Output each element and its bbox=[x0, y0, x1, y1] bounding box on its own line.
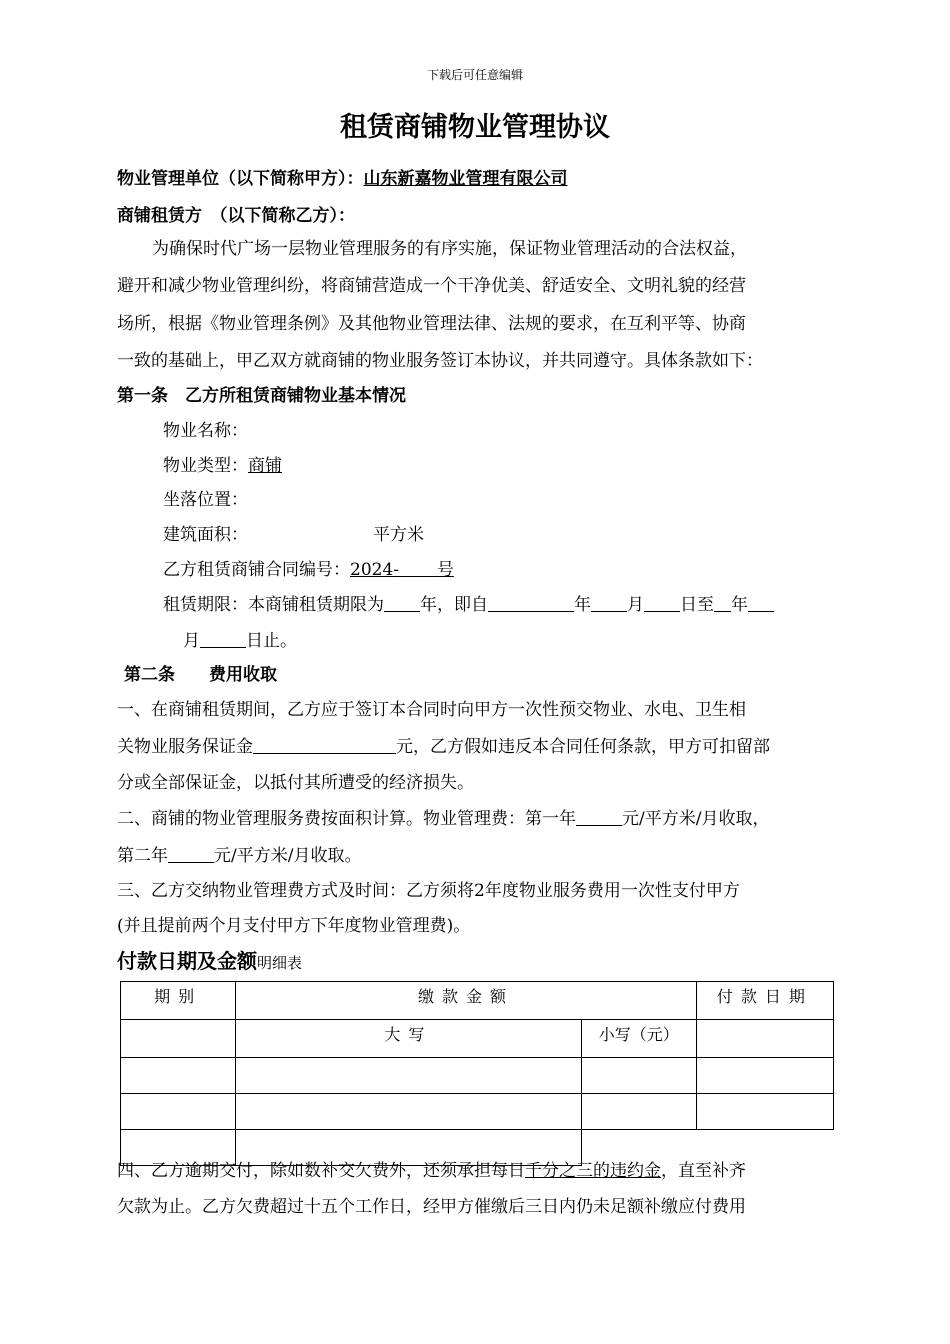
blank-start-year[interactable] bbox=[488, 594, 574, 612]
article-2-p1-line1: 一、在商铺租赁期间，乙方应于签订本合同时向甲方一次性预交物业、水电、卫生相 bbox=[117, 700, 746, 720]
blank-end-year[interactable] bbox=[714, 594, 731, 612]
property-type-value: 商铺 bbox=[248, 456, 282, 476]
article-2-p3-line1: 三、乙方交纳物业管理费方式及时间：乙方须将2年度物业服务费用一次性支付甲方 bbox=[117, 881, 740, 901]
blank-years[interactable] bbox=[384, 594, 420, 612]
location-label: 坐落位置： bbox=[163, 490, 248, 510]
payment-schedule-table bbox=[120, 981, 834, 1166]
blank-fee-year1[interactable] bbox=[576, 808, 622, 826]
table-cell[interactable] bbox=[121, 1020, 236, 1058]
lease-term-d: 日至 bbox=[680, 595, 714, 615]
table-cell[interactable] bbox=[236, 1058, 581, 1094]
blank-deposit[interactable] bbox=[253, 736, 396, 754]
blank-start-day[interactable] bbox=[644, 594, 680, 612]
table-cell[interactable] bbox=[696, 1020, 833, 1058]
intro-line-3: 场所，根据《物业管理条例》及其他物业管理法律、法规的要求，在互利平等、协商 bbox=[117, 314, 746, 334]
table-header-row bbox=[121, 982, 834, 1020]
penalty-rate: 千分之三的违约金 bbox=[525, 1161, 661, 1181]
intro-line-4: 一致的基础上，甲乙双方就商铺的物业服务签订本协议，并共同遵守。具体条款如下： bbox=[117, 351, 763, 371]
fee-year1-unit: 元/平方米/月收取， bbox=[622, 809, 770, 829]
article-2-heading: 第二条 费用收取 bbox=[124, 665, 277, 685]
intro-line-1: 为确保时代广场一层物业管理服务的有序实施，保证物业管理活动的合法权益， bbox=[152, 239, 747, 259]
deposit-label: 关物业服务保证金 bbox=[117, 737, 253, 757]
col-date-header: 付款日期 bbox=[696, 982, 833, 1020]
table-cell[interactable] bbox=[581, 1058, 696, 1094]
contract-number-field bbox=[350, 560, 454, 580]
property-type-line bbox=[163, 451, 282, 476]
schedule-title-main: 付款日期及金额 bbox=[117, 949, 257, 973]
article-2-p2-line2 bbox=[117, 841, 361, 866]
lease-term-y3: 年 bbox=[731, 595, 748, 615]
lease-term-year: 年，即自 bbox=[420, 595, 488, 615]
contract-number-value: 2024- bbox=[350, 560, 400, 580]
document-title: 租赁商铺物业管理协议 bbox=[340, 112, 610, 143]
property-name-label: 物业名称： bbox=[163, 421, 248, 441]
table-cell[interactable] bbox=[696, 1094, 833, 1130]
table-subheader-row bbox=[121, 1020, 834, 1058]
col-lower-header: 小写（元） bbox=[581, 1020, 696, 1058]
article-2-p1-line2 bbox=[117, 732, 770, 757]
contract-number-line bbox=[163, 555, 454, 580]
table-cell[interactable] bbox=[581, 1094, 696, 1130]
article-2-p1-line3: 分或全部保证金，以抵付其所遭受的经济损失。 bbox=[117, 773, 474, 793]
blank-end-year-2[interactable] bbox=[748, 594, 774, 612]
header-note: 下载后可任意编辑 bbox=[426, 68, 523, 82]
party-a-line bbox=[117, 164, 568, 189]
table-row bbox=[121, 1058, 834, 1094]
area-label: 建筑面积： bbox=[163, 525, 248, 545]
blank-end-day[interactable] bbox=[200, 630, 246, 648]
blank-fee-year2[interactable] bbox=[168, 845, 214, 863]
table-cell[interactable] bbox=[236, 1094, 581, 1130]
deposit-rest: 元，乙方假如违反本合同任何条款，甲方可扣留部 bbox=[396, 737, 770, 757]
lease-term-y2: 年 bbox=[574, 595, 591, 615]
p4-line1-a: 四、乙方逾期交付，除如数补交欠费外，还须承担每日 bbox=[117, 1161, 525, 1181]
schedule-title-sub: 明细表 bbox=[257, 954, 303, 972]
lease-term-line bbox=[163, 590, 774, 615]
fee-year1-label: 二、商铺的物业管理服务费按面积计算。物业管理费：第一年 bbox=[117, 809, 576, 829]
property-type-label: 物业类型： bbox=[163, 456, 248, 476]
article-1-heading: 第一条 乙方所租赁商铺物业基本情况 bbox=[117, 386, 406, 406]
blank-start-month[interactable] bbox=[591, 594, 627, 612]
schedule-title bbox=[117, 945, 302, 974]
area-unit: 平方米 bbox=[373, 525, 424, 545]
p4-line1 bbox=[117, 1156, 746, 1181]
col-amount-header: 缴款金额 bbox=[236, 982, 697, 1020]
lease-term-m2: 月 bbox=[183, 631, 200, 651]
party-a-label: 物业管理单位（以下简称甲方）： bbox=[117, 169, 364, 189]
col-upper-header: 大写 bbox=[236, 1020, 581, 1058]
fee-year2-label: 第二年 bbox=[117, 846, 168, 866]
table-cell[interactable] bbox=[121, 1058, 236, 1094]
fee-year2-unit: 元/平方米/月收取。 bbox=[214, 846, 362, 866]
lease-term-end: 日止。 bbox=[246, 631, 297, 651]
p4-line2: 欠款为止。乙方欠费超过十五个工作日，经甲方催缴后三日内仍未足额补缴应付费用 bbox=[117, 1197, 746, 1217]
lease-term-prefix: 租赁期限：本商铺租赁期限为 bbox=[163, 595, 384, 615]
contract-number-suffix: 号 bbox=[436, 560, 454, 580]
table-cell[interactable] bbox=[121, 1094, 236, 1130]
lease-term-line-2 bbox=[183, 626, 297, 651]
table-row bbox=[121, 1094, 834, 1130]
party-a-value: 山东新嘉物业管理有限公司 bbox=[363, 169, 568, 189]
party-b-label: 商铺租赁方 （以下简称乙方）： bbox=[117, 206, 355, 226]
table-cell[interactable] bbox=[696, 1058, 833, 1094]
lease-term-m: 月 bbox=[627, 595, 644, 615]
p4-line1-c: ，直至补齐 bbox=[661, 1161, 746, 1181]
article-2-p3-line2: (并且提前两个月支付甲方下年度物业管理费)。 bbox=[117, 916, 471, 936]
intro-line-2: 避开和减少物业管理纠纷，将商铺营造成一个干净优美、舒适安全、文明礼貌的经营 bbox=[117, 276, 746, 296]
article-2-p2-line1 bbox=[117, 804, 769, 829]
contract-number-label: 乙方租赁商铺合同编号： bbox=[163, 560, 350, 580]
col-period-header: 期别 bbox=[121, 982, 236, 1020]
